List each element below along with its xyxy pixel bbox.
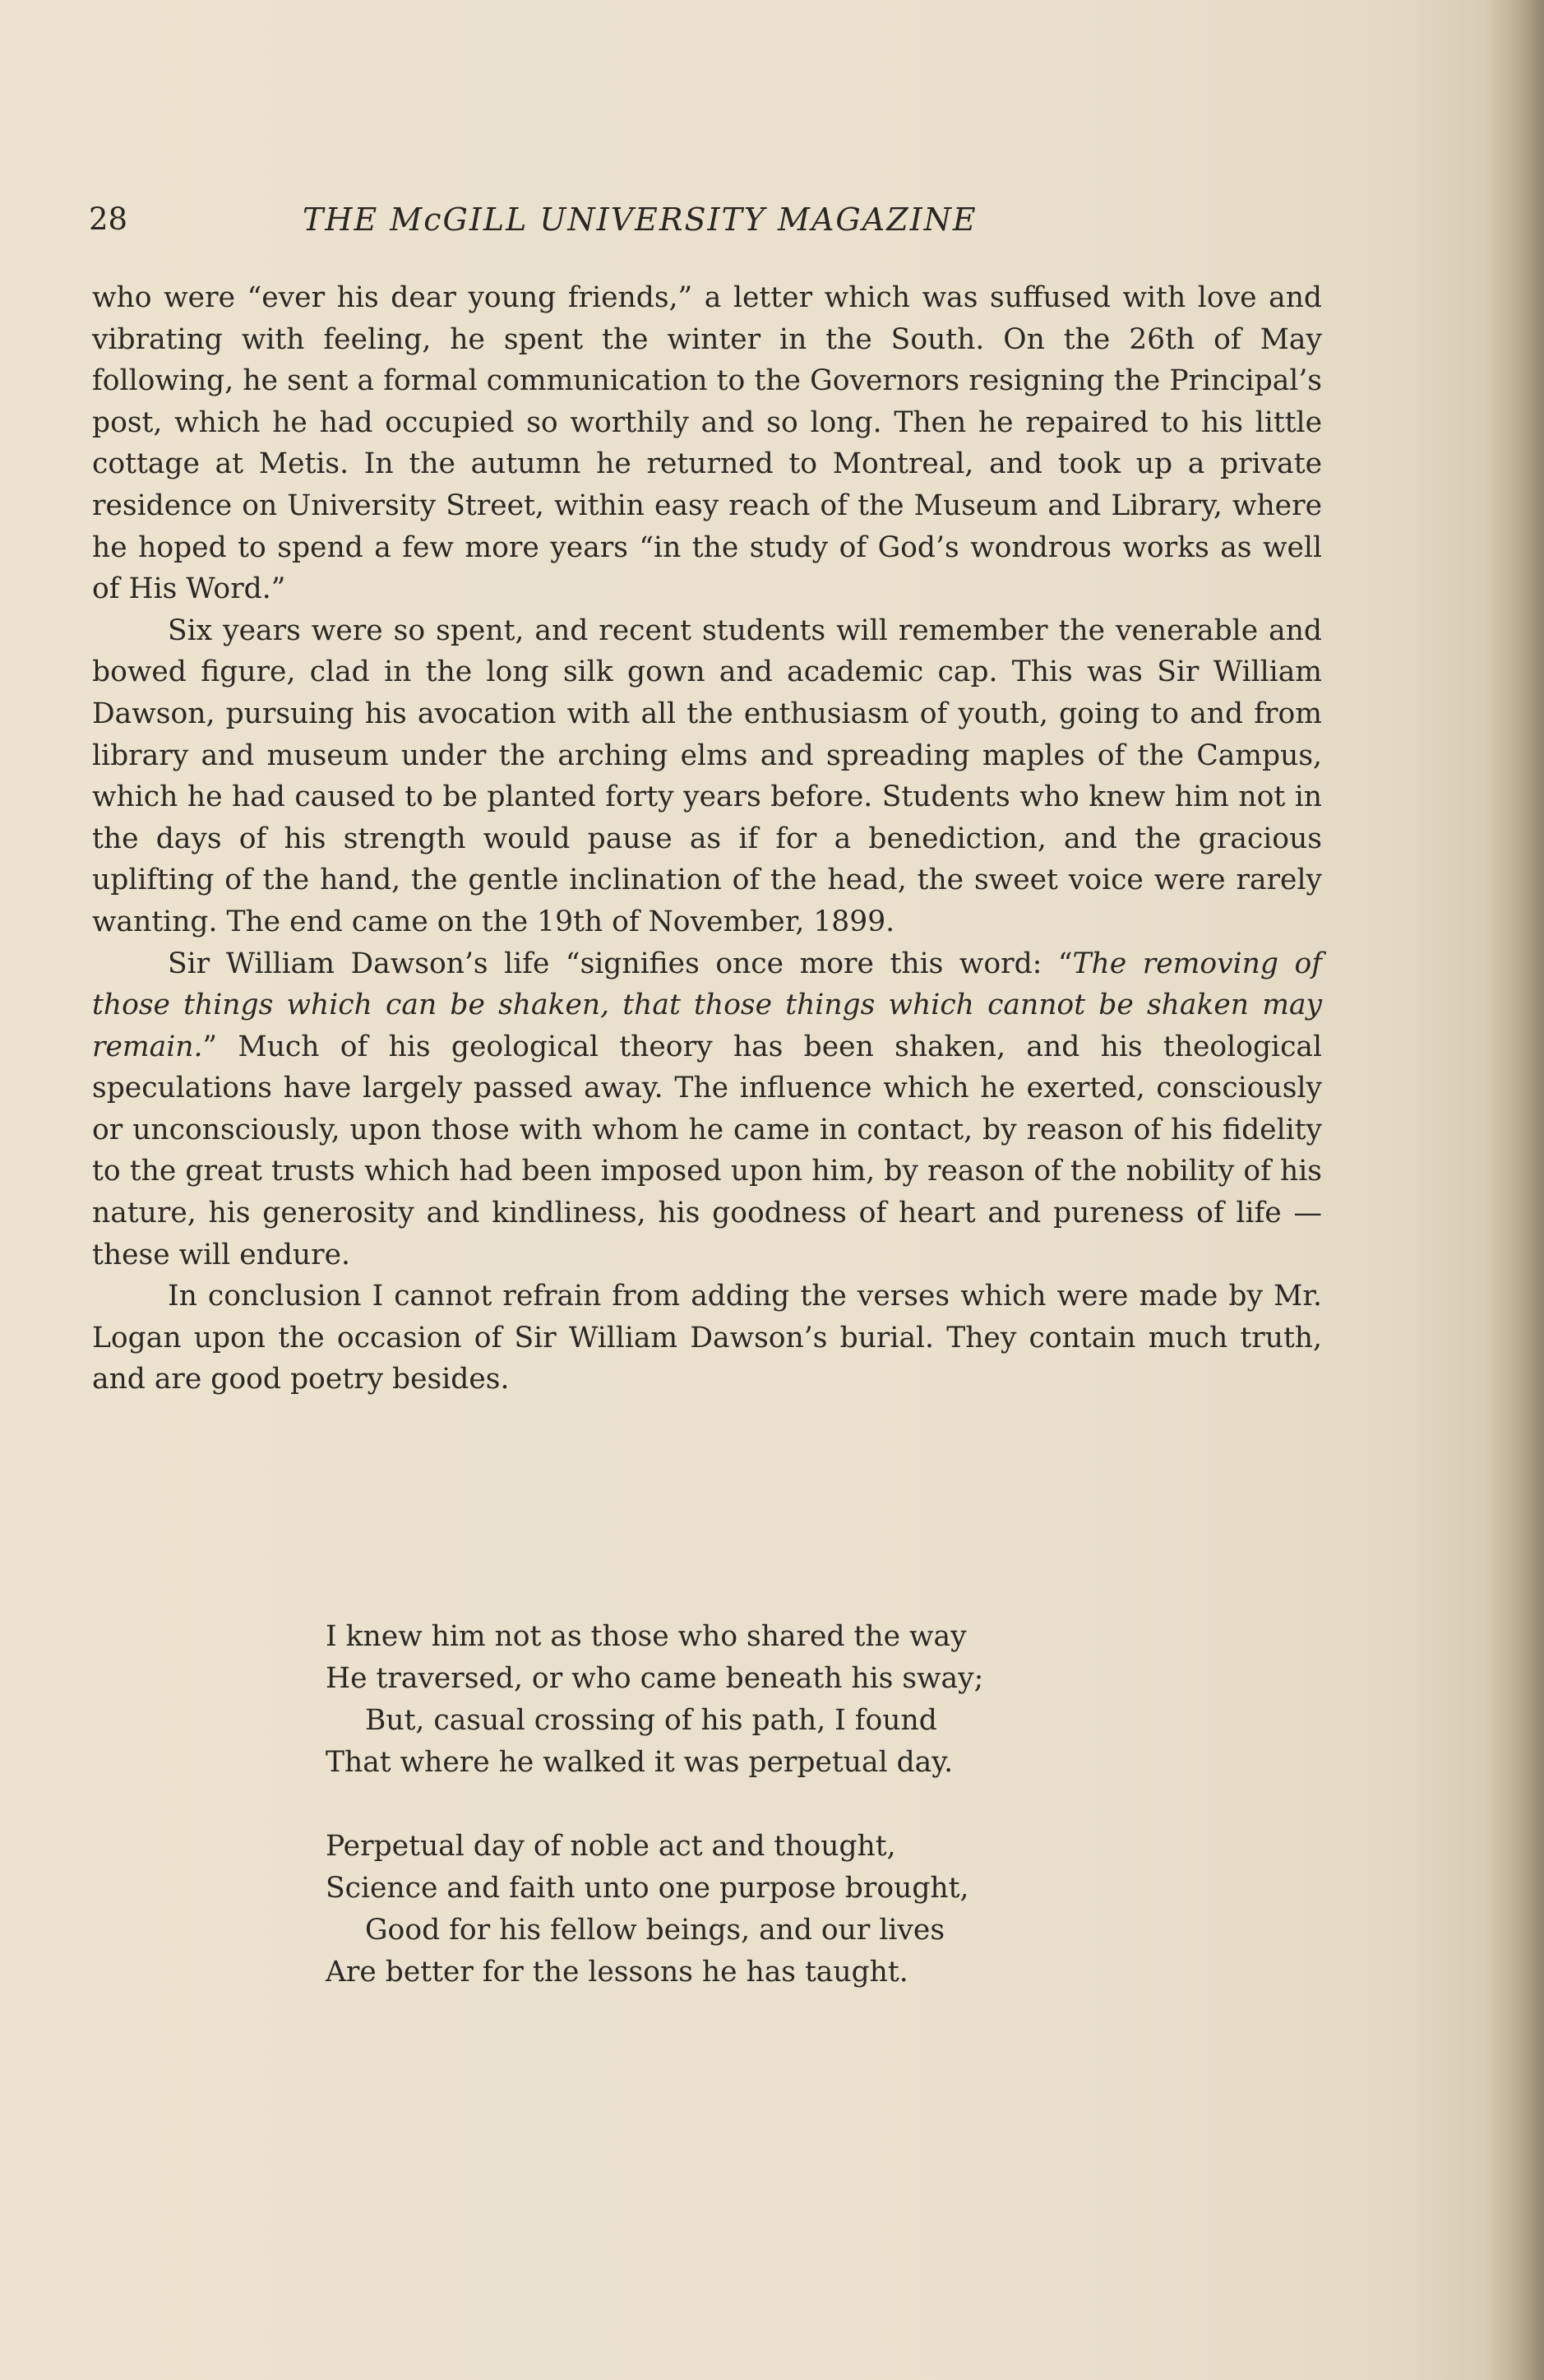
- body-text: [92, 277, 1322, 1401]
- page-header: [89, 201, 1322, 243]
- paragraph-text: ” Much of his geological theory has been shaken, and his theological speculations have largely passed away. The influence which he exerted, consciously or unconsciously, upon those with whom he came in contact, by reason of his fidelity to the great trusts which had been imposed upon him, by reason of the nobility of his nature, his generosity and kindliness, his goodness of heart and pureness of life — these will endure.: [92, 1030, 1322, 1271]
- running-title: THE McGILL UNIVERSITY MAGAZINE: [303, 201, 978, 238]
- paragraph: [92, 277, 1322, 610]
- scripture-quote: The removing of those things which can be shaken, that those things which cannot be shaken may remain.: [92, 947, 1323, 1063]
- poem-line: But, casual crossing of his path, I found: [365, 1704, 937, 1737]
- paragraph-text: Sir William Dawson’s life “signifies once more this word: “: [168, 947, 1073, 980]
- page-number: 28: [89, 201, 128, 237]
- poem-stanza: [326, 1826, 1148, 1993]
- poem-line: He traversed, or who came beneath his sway;: [326, 1662, 984, 1695]
- poem-line: Science and faith unto one purpose brought,: [326, 1872, 969, 1905]
- poem-line: Are better for the lessons he has taught.: [326, 1956, 908, 1989]
- poem-line: Perpetual day of noble act and thought,: [326, 1830, 896, 1863]
- paragraph-text: Six years were so spent, and recent students will remember the venerable and bowed figure, clad in the long silk gown and academic cap. This was Sir William Dawson, pursuing his avocation with all the enthusiasm of youth, going to and from library and museum under the arching elms and spreading maples of the Campus, which he had caused to be planted forty years before. Students who knew him not in the days of his strength would pause as if for a benediction, and the gracious uplifting of the hand, the gentle inclination of the head, the sweet voice were rarely wanting. The end came on the 19th of November, 1899.: [92, 614, 1322, 938]
- poem-line: Good for his fellow beings, and our lives: [365, 1914, 945, 1947]
- paragraph: [92, 1276, 1322, 1401]
- poem-line: That where he walked it was perpetual day.: [326, 1746, 954, 1779]
- poem-line: I knew him not as those who shared the way: [326, 1620, 967, 1653]
- poem: [326, 1616, 1148, 2035]
- paragraph: [92, 610, 1322, 943]
- binding-shadow: [1486, 0, 1544, 2380]
- paragraph-text: who were “ever his dear young friends,” a letter which was suffused with love and vibrating with feeling, he spent the winter in the South. On the 26th of May following, he sent a formal communication to the Governors resigning the Principal’s post, which he had occupied so worthily and so long. Then he repaired to his little cottage at Metis. In the autumn he returned to Montreal, and took up a private residence on University Street, within easy reach of the Museum and Library, where he hoped to spend a few more years “in the study of God’s wondrous works as well of His Word.”: [92, 281, 1322, 606]
- paragraph: [92, 943, 1322, 1276]
- paragraph-text: In conclusion I cannot refrain from adding the verses which were made by Mr. Logan upon the occasion of Sir William Dawson’s burial. They contain much truth, and are good poetry besides.: [92, 1280, 1322, 1396]
- poem-stanza: [326, 1616, 1148, 1784]
